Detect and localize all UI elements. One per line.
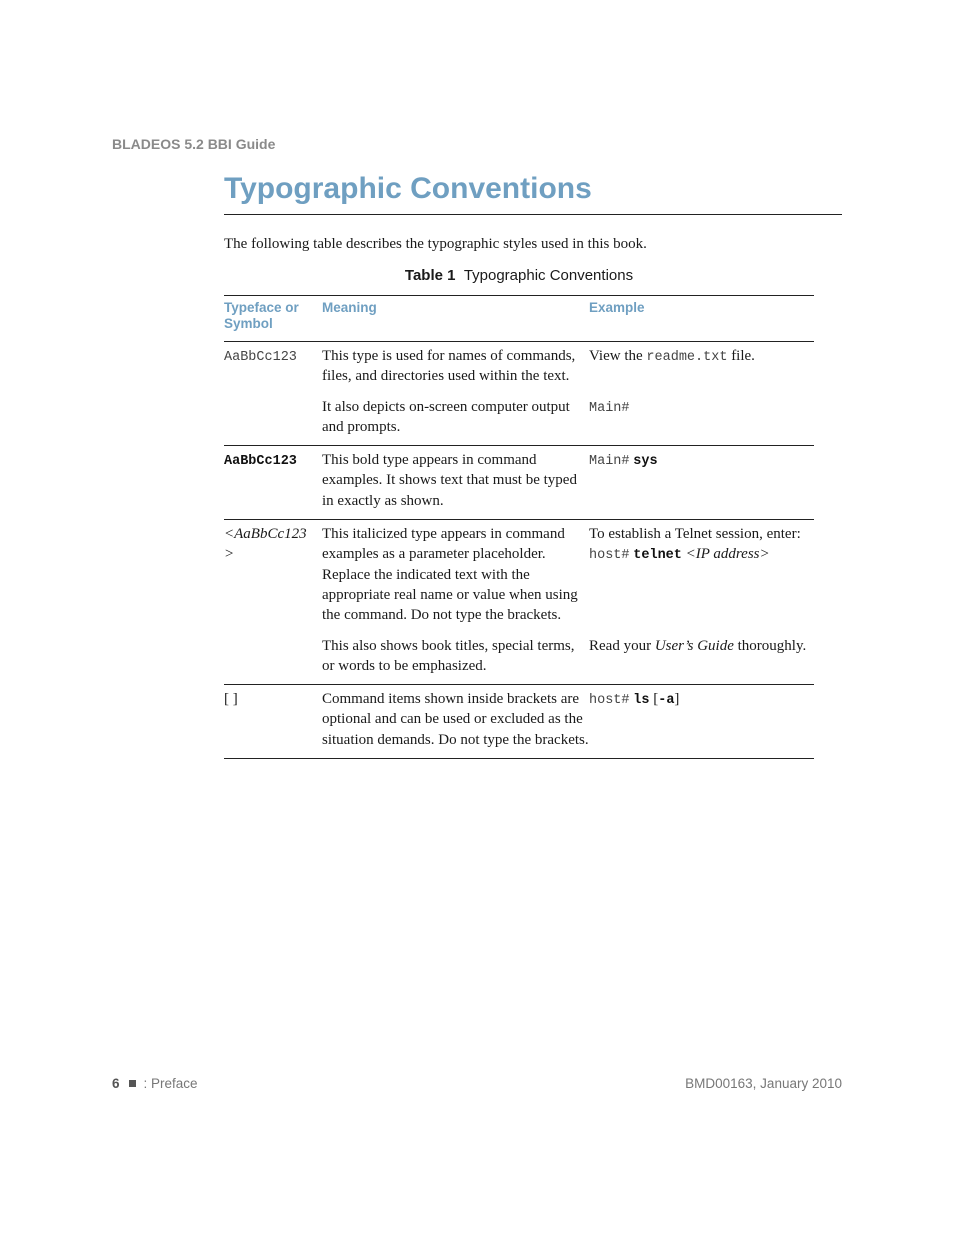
example-prompt: host#: [589, 693, 630, 709]
typeface-cell: [224, 520, 322, 626]
example-text: file.: [727, 348, 755, 364]
typeface-cell: [224, 342, 322, 387]
typeface-cell: [224, 446, 322, 520]
footer-section: : Preface: [143, 1076, 198, 1091]
example-parameter: <IP address>: [685, 546, 770, 563]
example-option: -a: [658, 693, 675, 709]
page-number: 6: [112, 1076, 120, 1091]
example-code: Main#: [589, 400, 630, 416]
meaning-cell: Command items shown inside brackets are optional and can be used or excluded as the situation demands. Do not type the brackets.: [322, 685, 589, 759]
column-header-meaning: Meaning: [322, 296, 589, 342]
typeface-sample-italic: <AaBbCc123: [224, 526, 307, 543]
footer-doc-id: BMD00163, January 2010: [685, 1076, 842, 1091]
meaning-cell: This type is used for names of commands, files, and directories used within the text.: [322, 348, 576, 385]
table-caption-label: Table 1: [404, 267, 456, 284]
table-row: [224, 685, 814, 759]
example-bracket-open: [: [653, 691, 659, 708]
example-cell: [589, 626, 814, 685]
example-cell: [589, 387, 814, 446]
typeface-sample-italic-close: >: [224, 546, 235, 563]
example-cell: [589, 685, 814, 759]
typeface-cell: [224, 387, 322, 446]
table-caption: [224, 267, 814, 284]
example-cell: [589, 520, 814, 626]
example-command: telnet: [633, 548, 682, 564]
table-row: [224, 626, 814, 685]
typeface-sample-mono: AaBbCc123: [224, 350, 297, 365]
meaning-cell: This bold type appears in command examples. It shows text that must be typed in exactly as shown.: [322, 446, 589, 520]
column-header-example: Example: [589, 296, 814, 342]
example-command: ls: [633, 693, 650, 709]
table-row: [224, 446, 814, 520]
example-text: To establish a Telnet session, enter:: [589, 526, 801, 543]
meaning-cell: It also depicts on-screen computer output and prompts.: [322, 387, 589, 446]
table-row: [224, 387, 814, 446]
column-header-typeface: Typeface or Symbol: [224, 296, 322, 342]
typeface-sample-brackets: [ ]: [224, 691, 238, 708]
example-text: Read your: [589, 637, 655, 654]
example-cell: [589, 446, 814, 520]
typeface-cell: [224, 685, 322, 759]
meaning-cell: This also shows book titles, special terms, or words to be emphasized.: [322, 626, 589, 685]
typeface-sample-bold: AaBbCc123: [224, 454, 297, 470]
table-row: [224, 342, 814, 387]
running-header: BLADEOS 5.2 BBI Guide: [112, 136, 276, 152]
title-divider: [224, 214, 842, 215]
footer-left: [112, 1076, 198, 1091]
typeface-cell: [224, 626, 322, 685]
example-command: sys: [633, 454, 658, 470]
example-text: View the: [589, 348, 647, 364]
example-bracket-close: ]: [674, 691, 680, 708]
example-book-title: User’s Guide: [654, 637, 734, 654]
table-row: [224, 520, 814, 626]
conventions-table: [224, 295, 814, 759]
example-cell: [589, 342, 814, 387]
table-caption-title: Typographic Conventions: [463, 267, 634, 284]
table-header-row: [224, 296, 814, 342]
meaning-cell: This italicized type appears in command examples as a parameter placeholder. Replace the indicated text with the appropriate real name or value when using the command. Do not type the brackets.: [322, 526, 578, 624]
square-bullet-icon: [129, 1080, 136, 1087]
example-prompt: Main#: [589, 454, 630, 470]
page-title: Typographic Conventions: [224, 172, 592, 205]
example-text: thoroughly.: [733, 637, 807, 654]
example-prompt: host#: [589, 548, 630, 564]
intro-paragraph: The following table describes the typographic styles used in this book.: [224, 236, 647, 252]
example-code: readme.txt: [646, 350, 728, 365]
